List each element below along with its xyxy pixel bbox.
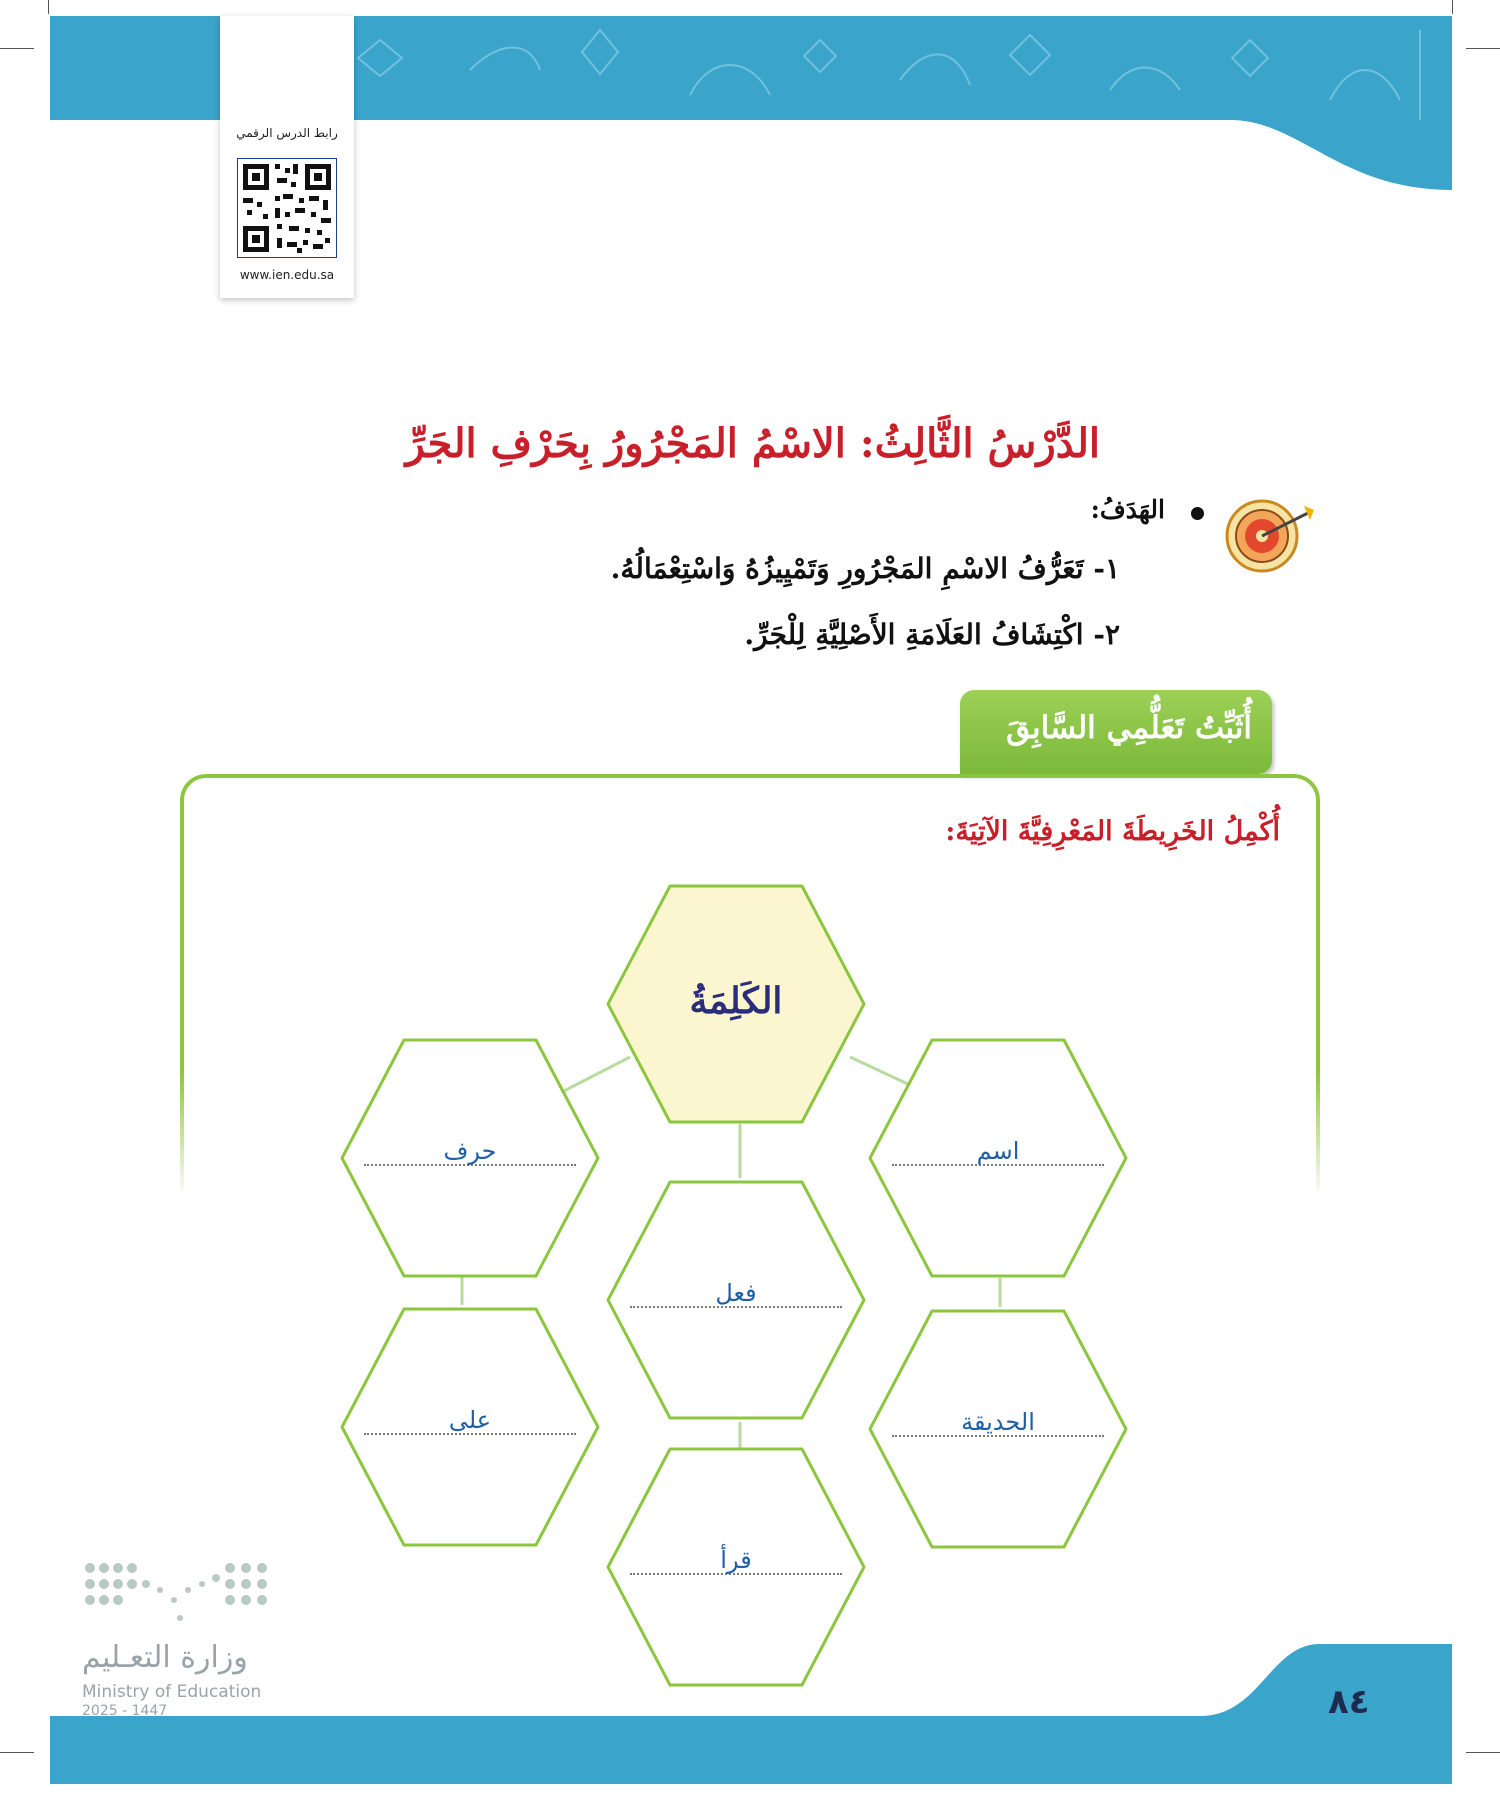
lesson-title: الدَّرْسُ الثَّالِثُ: الاسْمُ المَجْرُورُ بِحَرْفِ الجَرِّ (405, 420, 1100, 467)
answer-text[interactable]: اسم (976, 1137, 1020, 1165)
concept-node[interactable] (604, 1178, 868, 1422)
answer-text[interactable]: فعل (715, 1279, 757, 1307)
section-tab-label: أُثَبِّتُ تَعَلُّمِي السَّابِقَ (1006, 710, 1252, 746)
edition-year: 2025 - 1447 (82, 1703, 168, 1719)
goal-label: الهَدَفُ: (1090, 495, 1165, 524)
ministry-logo-icon (84, 1560, 268, 1624)
answer-text[interactable]: حرف (443, 1137, 497, 1165)
page-number: ٨٤ (1328, 1682, 1370, 1722)
concept-node[interactable] (338, 1305, 602, 1549)
ministry-name-ar: وزارة التعـليم (82, 1640, 248, 1675)
instruction-text: أُكْمِلُ الخَرِيطَةَ المَعْرِفِيَّةَ الآتِيَةَ: (945, 816, 1280, 847)
qr-url[interactable]: www.ien.edu.sa (239, 268, 335, 282)
concept-node[interactable] (338, 1036, 602, 1280)
answer-text[interactable]: الحديقة (961, 1408, 1035, 1436)
ministry-name-en: Ministry of Education (82, 1682, 262, 1702)
concept-node[interactable] (866, 1307, 1130, 1551)
concept-map-center (604, 882, 868, 1126)
objective-2: ٢- اكْتِشَافُ العَلَامَةِ الأَصْلِيَّةِ لِلْجَرِّ. (744, 618, 1120, 651)
answer-text[interactable]: على (448, 1406, 492, 1434)
qr-caption: رابط الدرس الرقمي (236, 126, 338, 140)
answer-text[interactable]: قرأ (720, 1546, 752, 1574)
objective-1: ١- تَعَرُّفُ الاسْمِ المَجْرُورِ وَتَمْيِيزُهُ وَاسْتِعْمَالُهُ. (610, 552, 1120, 585)
concept-node[interactable] (866, 1036, 1130, 1280)
center-word: الكَلِمَةُ (689, 980, 783, 1022)
